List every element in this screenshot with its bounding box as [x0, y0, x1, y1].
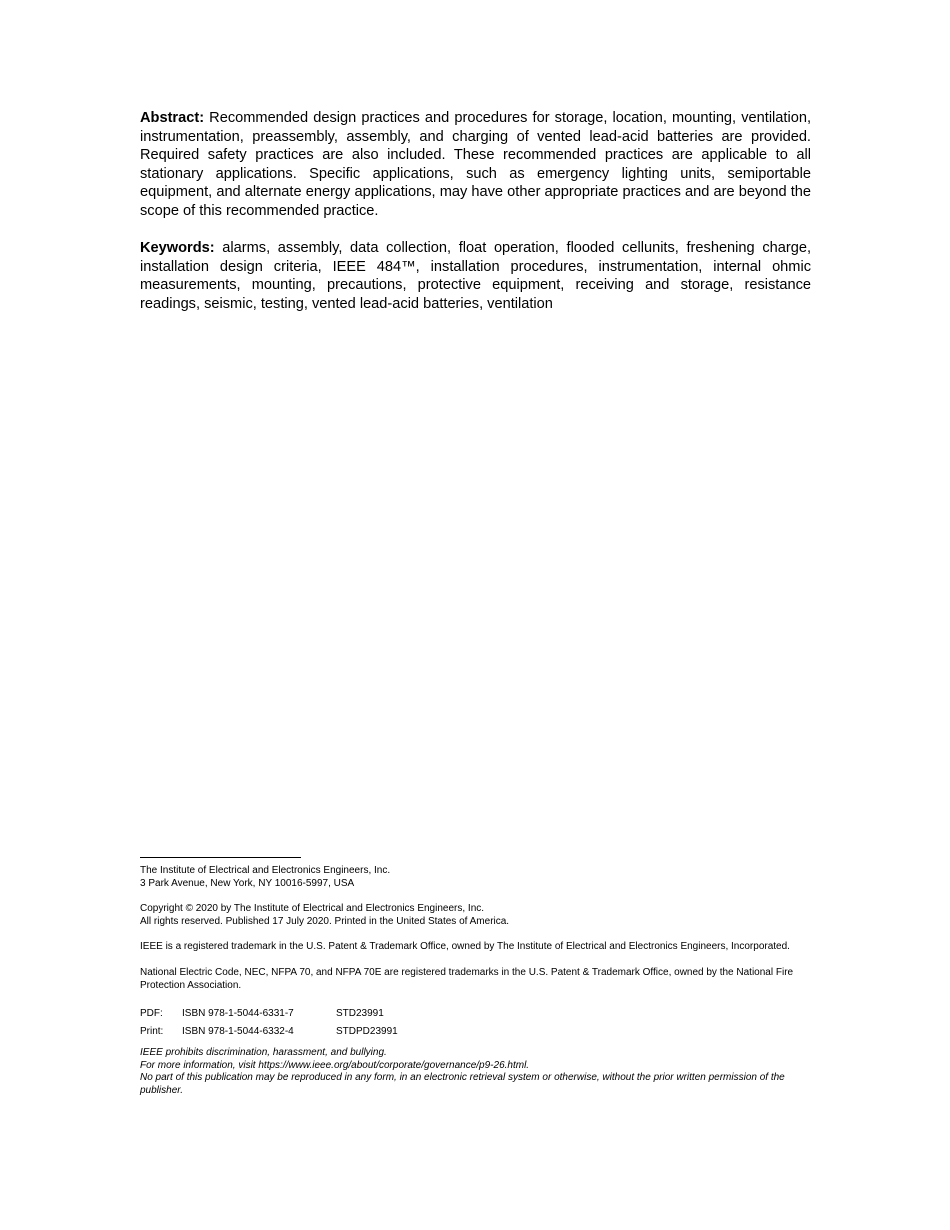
keywords-paragraph — [140, 239, 811, 313]
nfpa-trademark-notice: National Electric Code, NEC, NFPA 70, and NFPA 70E are registered trademarks in the U.S. Patent & Trademark Office, owned by the National Fire Protection Association. — [140, 966, 794, 991]
keywords-text: alarms, assembly, data collection, float operation, flooded cellunits, freshening charge, installation design criteria, IEEE 484™, installation procedures, instrumentation, internal ohmic measurements, mounting, precautions, protective equipment, receiving and storage, resistance readings, seismic, testing, vented lead-acid batteries, ventilation — [140, 240, 811, 312]
isbn-row-pdf — [140, 1005, 811, 1023]
rights-line: All rights reserved. Published 17 July 2020. Printed in the United States of America. — [140, 915, 510, 927]
copyright-notice — [140, 903, 811, 928]
isbn-number: ISBN 978-1-5044-6332-4 — [182, 1026, 294, 1038]
publisher-street: 3 Park Avenue, New York, NY 10016-5997, USA — [140, 877, 355, 889]
footnotes — [140, 857, 811, 1111]
discrimination-notice: IEEE prohibits discrimination, harassment, and bullying. — [140, 1047, 387, 1059]
keywords-label: Keywords: — [140, 240, 215, 256]
isbn-code: STD23991 — [336, 1008, 384, 1020]
isbn-format: Print: — [140, 1026, 164, 1038]
isbn-row-print — [140, 1023, 811, 1041]
isbn-code: STDPD23991 — [336, 1026, 398, 1038]
copyright-line: Copyright © 2020 by The Institute of Electrical and Electronics Engineers, Inc. — [140, 903, 485, 915]
publisher-name: The Institute of Electrical and Electronics Engineers, Inc. — [140, 865, 391, 876]
isbn-number: ISBN 978-1-5044-6331-7 — [182, 1008, 294, 1020]
reproduction-notice: No part of this publication may be reproduced in any form, in an electronic retrieval system or otherwise, without the prior written permission of the publisher. — [140, 1072, 785, 1096]
governance-link-notice: For more information, visit https://www.ieee.org/about/corporate/governance/p9-26.html. — [140, 1059, 530, 1071]
isbn-table — [140, 1005, 811, 1041]
isbn-format: PDF: — [140, 1008, 163, 1020]
abstract-label: Abstract: — [140, 110, 205, 126]
abstract-paragraph — [140, 109, 811, 221]
ieee-trademark-notice: IEEE is a registered trademark in the U.S. Patent & Trademark Office, owned by The Institute of Electrical and Electronics Engineers, Incorporated. — [140, 941, 790, 953]
publisher-address — [140, 865, 811, 890]
abstract-text: Recommended design practices and procedures for storage, location, mounting, ventilation, instrumentation, preassembly, assembly, and charging of vented lead-acid batteries are provided. Required safety practices are also included. These recommended practices are applicable to all stationary applications. Specific applications, such as emergency lighting units, semiportable equipment, and alternate energy applications, may have other appropriate practices and are beyond the scope of this recommended practice. — [140, 110, 811, 219]
footnote-divider — [140, 857, 301, 858]
legal-notice — [140, 1047, 811, 1097]
